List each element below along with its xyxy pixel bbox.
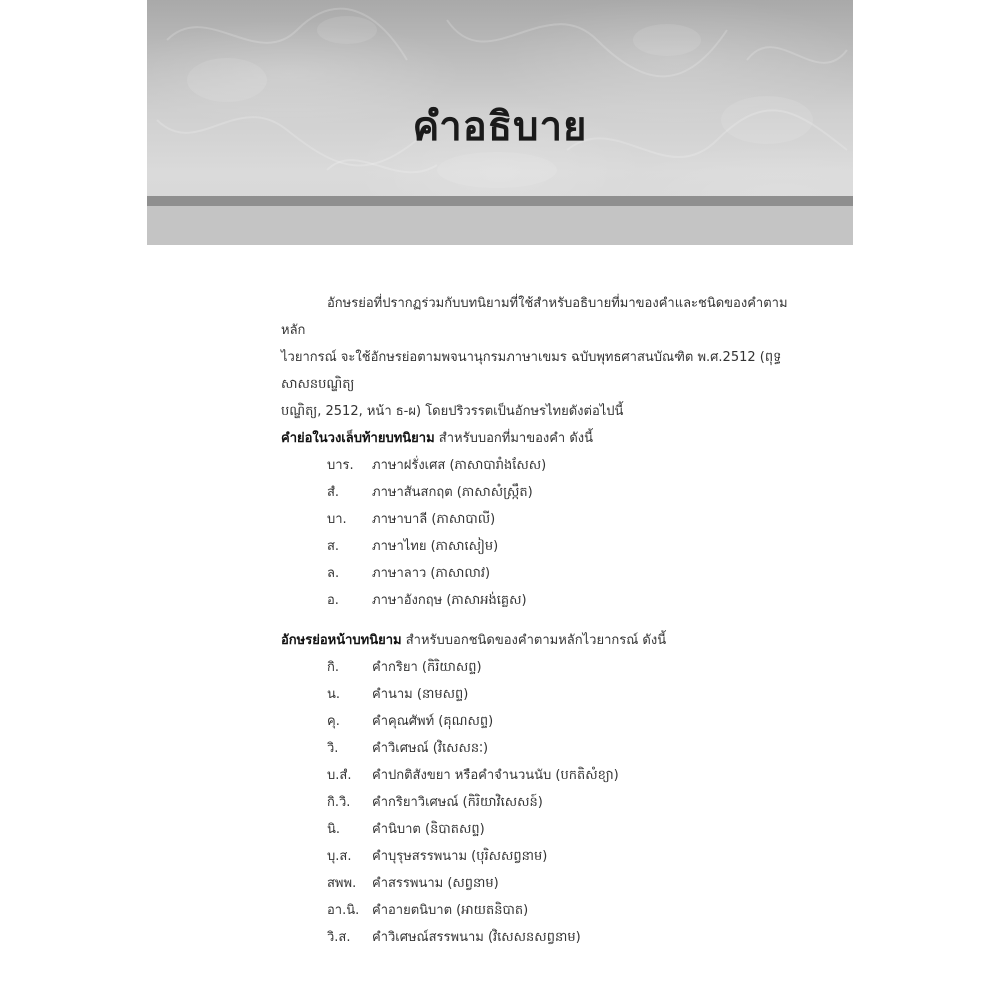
section1-heading-rest: สำหรับบอกที่มาของคำ ดังนี้ [434, 431, 594, 446]
entry-desc: ภาษาลาว (ភាសាលាវ) [372, 566, 491, 581]
entry-abbr: วิ.ส. [327, 930, 351, 945]
entry-abbr: ส. [327, 539, 340, 554]
entry-abbr: กิ.วิ. [327, 795, 351, 810]
intro-line-1: อักษรย่อที่ปรากฏร่วมกับบทนิยามที่ใช้สำหรับอธิบายที่มาของคำและชนิดของคำตามหลัก [281, 296, 788, 338]
wordclass-entry [281, 789, 801, 816]
entry-abbr: สพพ. [327, 876, 357, 891]
entry-desc: คำกริยาวิเศษณ์ (កិរិយាវិសេសន៍) [372, 795, 543, 810]
section1-heading-bold: คำย่อในวงเล็บท้ายบทนิยาม [281, 431, 435, 446]
intro-line-3: បណ្ឌិត្យ, 2512, หน้า ธ-ผ) โดยปริวรรตเป็นอักษรไทยดังต่อไปนี้ [281, 404, 624, 419]
entry-desc: คำนิบาต (និបាតសព្ទ) [372, 822, 485, 837]
wordclass-entry [281, 681, 801, 708]
entry-abbr: บา. [327, 512, 347, 527]
origin-entry [281, 533, 801, 560]
entry-desc: ภาษาอังกฤษ (ភាសាអង់គ្លេស) [372, 593, 527, 608]
entry-abbr: กิ. [327, 660, 340, 675]
entry-abbr: นิ. [327, 822, 341, 837]
wordclass-entry [281, 654, 801, 681]
section2-heading-rest: สำหรับบอกชนิดของคำตามหลักไวยากรณ์ ดังนี้ [401, 633, 667, 648]
banner-lower-band [147, 206, 853, 245]
origin-entry [281, 452, 801, 479]
entry-desc: คำปกติสังขยา หรือคำจำนวนนับ (បកតិសំខ្យា) [372, 768, 619, 783]
entry-abbr: สํ. [327, 485, 340, 500]
section1-heading [281, 425, 801, 452]
header-banner [147, 0, 853, 245]
entry-desc: คำวิเศษณ์สรรพนาม (វិសេសនសព្វនាម) [372, 930, 581, 945]
origin-entry [281, 560, 801, 587]
entry-desc: คำคุณศัพท์ (គុណសព្ទ) [372, 714, 494, 729]
origin-entry [281, 506, 801, 533]
entry-desc: คำกริยา (កិរិយាសព្ទ) [372, 660, 482, 675]
page-title: คำอธิบาย [412, 104, 588, 150]
entry-abbr: วิ. [327, 741, 339, 756]
wordclass-entry [281, 870, 801, 897]
entry-desc: ภาษาฝรั่งเศส (ភាសាបារាំងសែស) [372, 458, 547, 473]
entry-desc: ภาษาบาลี (ភាសាបាលី) [372, 512, 496, 527]
wordclass-entry [281, 924, 801, 951]
wordclass-entry [281, 708, 801, 735]
entry-desc: คำอายตนิบาต (អាយតនិបាត) [372, 903, 529, 918]
entry-abbr: บ.สํ. [327, 768, 352, 783]
wordclass-entry [281, 762, 801, 789]
intro-line-2: ไวยากรณ์ จะใช้อักษรย่อตามพจนานุกรมภาษาเขมร ฉบับพุทธศาสนบัณฑิต พ.ศ.2512 (ពុទ្ធសាសនបណ្ឌិត្យ [281, 350, 782, 392]
section2-heading-bold: อักษรย่อหน้าบทนิยาม [281, 633, 402, 648]
wordclass-entry [281, 843, 801, 870]
entry-abbr: น. [327, 687, 341, 702]
origin-entry [281, 587, 801, 614]
entry-desc: คำสรรพนาม (សព្វនាម) [372, 876, 499, 891]
entry-desc: คำนาม (នាមសព្ទ) [372, 687, 469, 702]
entry-desc: คำบุรุษสรรพนาม (បុរិសសព្វនាម) [372, 849, 548, 864]
section2-heading [281, 627, 801, 654]
entry-abbr: อา.นิ. [327, 903, 360, 918]
origin-entry [281, 479, 801, 506]
entry-abbr: ล. [327, 566, 340, 581]
document-body [281, 290, 801, 951]
entry-desc: ภาษาสันสกฤต (ភាសាសំស្ក្រឹត) [372, 485, 533, 500]
banner-divider [147, 196, 853, 206]
entry-abbr: บาร. [327, 458, 354, 473]
section-spacer [281, 614, 801, 627]
entry-desc: ภาษาไทย (ភាសាសៀម) [372, 539, 499, 554]
entry-desc: คำวิเศษณ์ (វិសេសនៈ) [372, 741, 489, 756]
entry-abbr: บุ.ส. [327, 849, 352, 864]
wordclass-entry [281, 735, 801, 762]
wordclass-entry [281, 816, 801, 843]
entry-abbr: อ. [327, 593, 339, 608]
wordclass-entry [281, 897, 801, 924]
entry-abbr: คุ. [327, 714, 340, 729]
